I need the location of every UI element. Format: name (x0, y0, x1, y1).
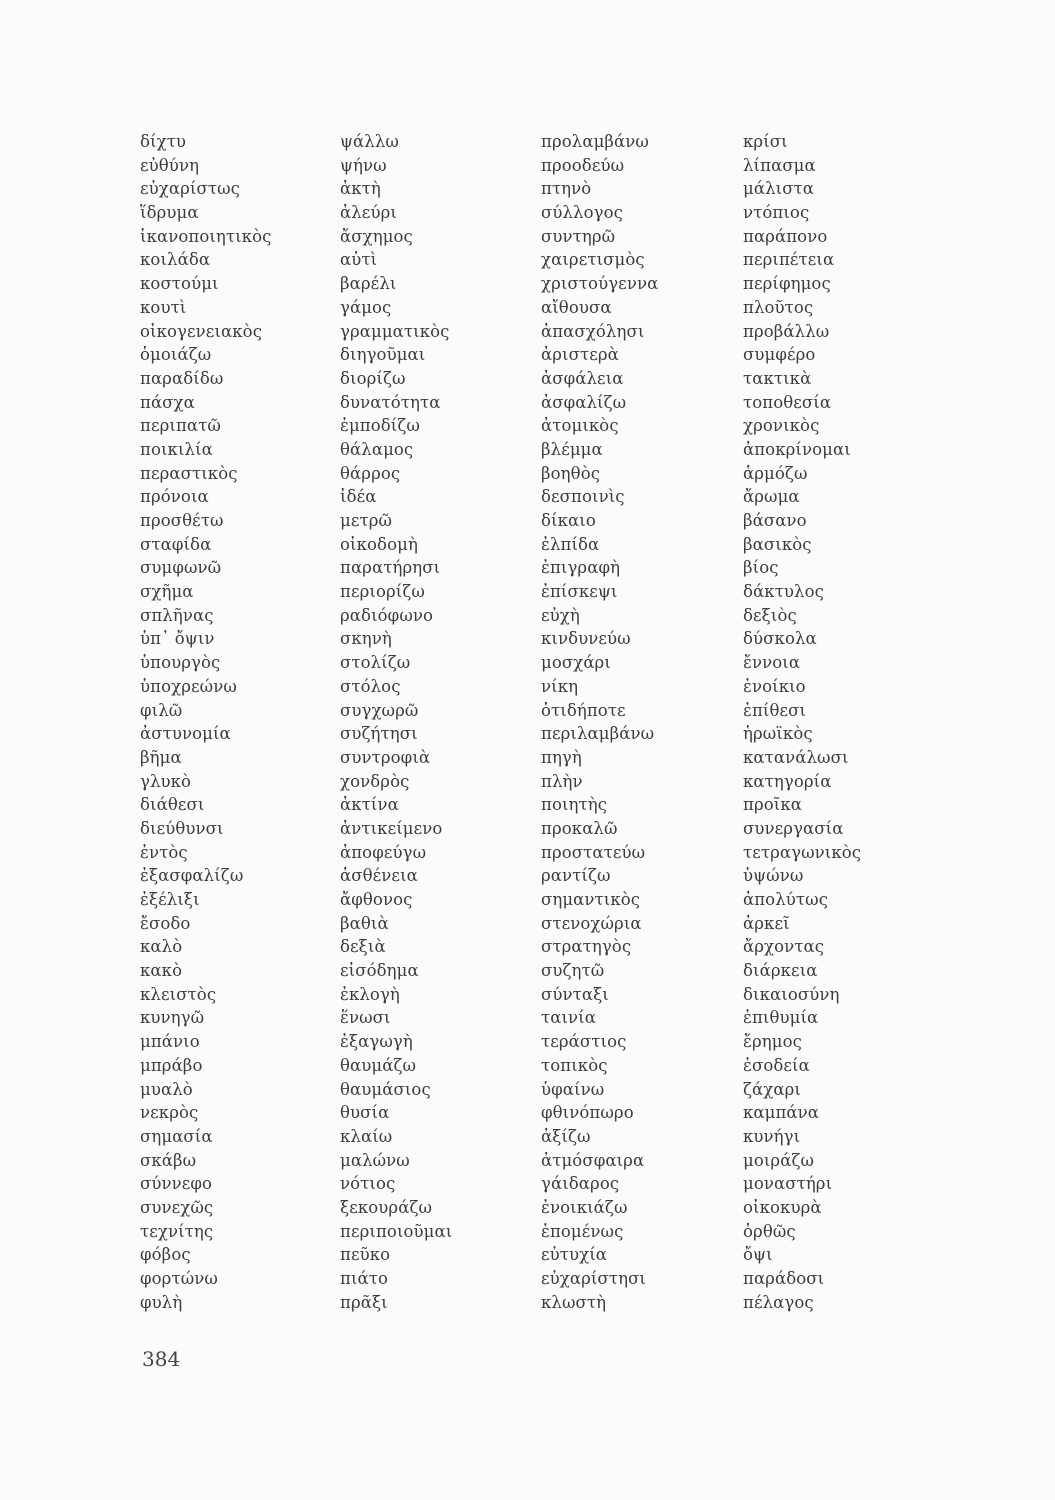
word-entry: ἀλεύρι (340, 203, 397, 223)
word-entry: λίπασμα (743, 155, 816, 175)
word-entry: συνεργασία (743, 818, 844, 838)
word-entry: ἀποκρίνομαι (743, 439, 851, 459)
word-entry: φιλῶ (140, 700, 183, 720)
word-entry: ὁτιδήποτε (541, 700, 626, 720)
word-entry: ἐμποδίζω (340, 416, 420, 436)
word-entry: ὑφαίνω (541, 1079, 605, 1099)
word-entry: δίχτυ (140, 132, 187, 151)
word-entry: ζάχαρι (743, 1079, 801, 1099)
word-entry: ραδιόφωνο (340, 605, 434, 625)
word-entry: προλαμβάνω (541, 132, 649, 151)
word-entry: ψήνω (340, 155, 387, 175)
word-entry: κλωστὴ (541, 1292, 607, 1312)
word-entry: διάρκεια (743, 961, 818, 981)
word-entry: πάσχα (140, 392, 195, 412)
word-entry: ἐπίσκεψι (541, 582, 618, 602)
word-entry: στόλος (340, 676, 401, 696)
word-entry: ἐπιθυμία (743, 1008, 819, 1028)
word-entry: προσθέτω (140, 511, 224, 530)
word-entry: ὄψι (743, 1245, 773, 1265)
word-entry: γάιδαρος (541, 1174, 620, 1194)
word-entry: ἐξασφαλίζω (140, 866, 244, 886)
word-entry: κλειστὸς (140, 984, 217, 1004)
word-entry: εὐχαρίστησι (541, 1269, 646, 1288)
word-entry: καμπάνα (743, 1103, 820, 1123)
word-entry: μάλιστα (743, 179, 815, 199)
word-entry: δικαιοσύνη (743, 984, 840, 1004)
word-entry: ὑπουργὸς (140, 653, 221, 673)
word-entry: τεράστιος (541, 1032, 627, 1052)
word-entry: συγχωρῶ (340, 700, 419, 720)
word-entry: γάμος (340, 297, 392, 317)
word-entry: πρᾶξι (340, 1292, 388, 1312)
word-entry: βίος (743, 558, 779, 578)
word-entry: φυλὴ (140, 1292, 183, 1312)
word-entry: χονδρὸς (340, 771, 410, 791)
word-entry: κοιλάδα (140, 250, 211, 270)
word-entry: τακτικὰ (743, 368, 812, 388)
word-entry: συζητῶ (541, 961, 605, 981)
word-entry: ὀρθῶς (743, 1221, 796, 1241)
word-entry: χριστούγεννα (541, 274, 659, 294)
word-entry: παράδοσι (743, 1269, 825, 1288)
word-entry: προοδεύω (541, 155, 625, 175)
word-entry: ἀρκεῖ (743, 913, 790, 933)
word-entry: ἀξίζω (541, 1126, 591, 1146)
word-entry: βῆμα (140, 747, 182, 767)
word-entry: τεχνίτης (140, 1221, 214, 1241)
word-entry: αἴθουσα (541, 297, 612, 317)
word-entry: οἰκοκυρὰ (743, 1197, 822, 1217)
word-entry: εἰσόδημα (340, 961, 419, 981)
word-entry: τετραγωνικὸς (743, 842, 862, 862)
word-entry: ξεκουράζω (340, 1197, 433, 1217)
word-entry: συνεχῶς (140, 1197, 214, 1217)
word-entry: θαυμάσιος (340, 1079, 431, 1099)
word-entry: παραδίδω (140, 368, 224, 388)
word-entry: κυνηγῶ (140, 1008, 205, 1028)
word-entry: πλὴν (541, 771, 583, 791)
word-entry: ντόπιος (743, 203, 810, 223)
word-entry: ἀπασχόλησι (541, 321, 645, 341)
word-entry: ὑψώνω (743, 866, 804, 886)
word-entry: χρονικὸς (743, 416, 820, 436)
word-entry: πρόνοια (140, 487, 209, 507)
word-entry: κατανάλωσι (743, 747, 849, 767)
word-entry: κινδυνεύω (541, 629, 631, 649)
word-entry: ἐξέλιξι (140, 890, 200, 909)
word-entry: προκαλῶ (541, 818, 618, 838)
word-entry: στενοχώρια (541, 913, 642, 933)
word-entry: ἐνοίκιο (743, 676, 806, 696)
word-entry: ποικιλία (140, 439, 213, 459)
word-entry: δεξιὰ (340, 937, 386, 957)
word-entry: ἀτομικὸς (541, 416, 619, 436)
word-entry: σπλῆνας (140, 605, 214, 625)
word-entry: ἀκτίνα (340, 795, 399, 815)
word-entry: συμφέρο (743, 345, 816, 365)
word-entry: ἰδέα (340, 487, 377, 507)
word-entry: κυνήγι (743, 1126, 801, 1146)
word-entry: ἁρμόζω (743, 463, 808, 483)
word-entry: βαθιὰ (340, 913, 389, 933)
word-entry: γραμματικὸς (340, 321, 450, 341)
word-entry: ἔννοια (743, 653, 801, 673)
word-entry: πιάτο (340, 1269, 389, 1288)
word-entry: διεύθυνσι (140, 818, 224, 838)
word-entry: καλὸ (140, 937, 183, 957)
word-entry: νίκη (541, 676, 579, 696)
word-entry: σημαντικὸς (541, 890, 641, 909)
word-entry: ἐντὸς (140, 842, 188, 862)
word-entry: ἐλπίδα (541, 534, 600, 554)
word-entry: μετρῶ (340, 511, 393, 530)
word-entry: πεῦκο (340, 1245, 391, 1265)
word-entry: θάρρος (340, 463, 401, 483)
word-entry: νότιος (340, 1174, 396, 1194)
word-entry: σκάβω (140, 1150, 197, 1170)
word-entry: μπάνιο (140, 1032, 200, 1052)
word-entry: δύσκολα (743, 629, 817, 649)
word-entry: ἵδρυμα (140, 203, 199, 223)
word-entry: περιποιοῦμαι (340, 1221, 453, 1241)
word-entry: μυαλὸ (140, 1079, 193, 1099)
word-entry: ἀσφάλεια (541, 368, 624, 388)
word-entry: βλέμμα (541, 439, 603, 459)
word-entry: δεσποινὶς (541, 487, 625, 507)
word-entry: εὐτυχία (541, 1245, 608, 1265)
word-entry: μοιράζω (743, 1150, 815, 1170)
word-entry: ὑποχρεώνω (140, 676, 237, 696)
word-entry: θαυμάζω (340, 1055, 417, 1075)
word-entry: κοστούμι (140, 274, 219, 294)
word-entry: διηγοῦμαι (340, 345, 426, 365)
word-entry: αὐτὶ (340, 250, 378, 270)
word-entry: ἐσοδεία (743, 1055, 810, 1075)
word-entry: παρατήρησι (340, 558, 441, 578)
word-entry: κλαίω (340, 1126, 393, 1146)
word-entry: ἡρωϊκὸς (743, 724, 813, 744)
word-column-2 (340, 130, 452, 1314)
word-entry: ἐπιγραφὴ (541, 558, 621, 578)
page-number: 384 (142, 1347, 181, 1371)
word-entry: περιλαμβάνω (541, 724, 655, 744)
word-entry: μπράβο (140, 1055, 203, 1075)
word-entry: συζήτησι (340, 724, 418, 744)
word-entry: σύνταξι (541, 984, 609, 1004)
word-entry: νεκρὸς (140, 1103, 199, 1123)
word-entry: τοποθεσία (743, 392, 832, 412)
word-entry: πτηνὸ (541, 179, 592, 199)
word-entry: εὐχαρίστως (140, 179, 240, 199)
word-column-4 (743, 130, 861, 1314)
word-entry: βαρέλι (340, 274, 397, 294)
word-entry: ἐκλογὴ (340, 984, 400, 1004)
word-entry: περαστικὸς (140, 463, 238, 483)
word-entry: σύννεφο (140, 1174, 213, 1194)
word-entry: ἔσοδο (140, 913, 191, 933)
word-entry: εὐθύνη (140, 155, 200, 175)
word-entry: διορίζω (340, 368, 406, 388)
word-entry: πλοῦτος (743, 297, 814, 317)
word-entry: προβάλλω (743, 321, 830, 341)
word-entry: στολίζω (340, 653, 411, 673)
word-entry: ἄρωμα (743, 487, 800, 507)
word-entry: εὐχὴ (541, 605, 580, 625)
word-entry: μοναστήρι (743, 1174, 833, 1194)
word-entry: ἄφθονος (340, 890, 413, 909)
word-entry: σταφίδα (140, 534, 212, 554)
word-entry: ἀριστερὰ (541, 345, 619, 365)
word-entry: ἑπομένως (541, 1221, 624, 1241)
word-entry: δεξιὸς (743, 605, 797, 625)
word-entry: παράπονο (743, 226, 828, 246)
word-entry: βάσανο (743, 511, 807, 530)
word-entry: προστατεύω (541, 842, 646, 862)
word-entry: προῖκα (743, 795, 803, 815)
word-entry: φθινόπωρο (541, 1103, 634, 1123)
word-entry: ἀπολύτως (743, 890, 829, 909)
word-entry: δάκτυλος (743, 582, 824, 602)
word-entry: δυνατότητα (340, 392, 441, 412)
word-column-1 (140, 130, 272, 1314)
word-entry: ἀτμόσφαιρα (541, 1150, 645, 1170)
word-entry: ποιητὴς (541, 795, 608, 815)
word-entry: φορτώνω (140, 1269, 218, 1288)
word-entry: ψάλλω (340, 132, 399, 151)
word-entry: ἐνοικιάζω (541, 1197, 628, 1217)
word-entry: ἱκανοποιητικὸς (140, 226, 272, 246)
word-entry: κουτὶ (140, 297, 187, 317)
word-entry: κατηγορία (743, 771, 832, 791)
word-entry: ἀσθένεια (340, 866, 418, 886)
word-entry: δίκαιο (541, 511, 596, 530)
word-entry: βασικὸς (743, 534, 812, 554)
word-entry: ἀντικείμενο (340, 818, 443, 838)
word-entry: ἀστυνομία (140, 724, 231, 744)
word-entry: στρατηγὸς (541, 937, 632, 957)
word-entry: περίφημος (743, 274, 831, 294)
word-entry: ἐπίθεσι (743, 700, 807, 720)
word-entry: γλυκὸ (140, 771, 192, 791)
word-entry: ταινία (541, 1008, 596, 1028)
word-entry: χαιρετισμὸς (541, 250, 645, 270)
word-entry: τοπικὸς (541, 1055, 608, 1075)
word-entry: ἔρημος (743, 1032, 802, 1052)
word-entry: ὑπ᾽ ὄψιν (140, 629, 215, 649)
word-entry: ραντίζω (541, 866, 611, 886)
word-entry: συντηρῶ (541, 226, 616, 246)
word-entry: πηγὴ (541, 747, 582, 767)
word-entry: μοσχάρι (541, 653, 611, 673)
word-entry: περιορίζω (340, 582, 425, 602)
word-entry: ἀποφεύγω (340, 842, 427, 862)
word-entry: συμφωνῶ (140, 558, 222, 578)
word-column-3 (541, 130, 658, 1314)
word-entry: σημασία (140, 1126, 213, 1146)
word-entry: οἰκοδομὴ (340, 534, 418, 554)
word-entry: σχῆμα (140, 582, 194, 602)
word-entry: κακὸ (140, 961, 183, 981)
word-entry: ὁμοιάζω (140, 345, 212, 365)
word-entry: ἄσχημος (340, 226, 413, 246)
word-entry: ἀσφαλίζω (541, 392, 627, 412)
word-entry: ἀκτὴ (340, 179, 381, 199)
word-entry: μαλώνω (340, 1150, 410, 1170)
word-entry: σκηνὴ (340, 629, 392, 649)
word-entry: διάθεσι (140, 795, 205, 815)
word-entry: κρίσι (743, 132, 788, 151)
word-entry: ἄρχοντας (743, 937, 825, 957)
word-entry: περιπέτεια (743, 250, 835, 270)
word-entry: βοηθὸς (541, 463, 601, 483)
word-entry: σύλλογος (541, 203, 623, 223)
word-entry: οἰκογενειακὸς (140, 321, 263, 341)
word-entry: θάλαμος (340, 439, 414, 459)
word-entry: πέλαγος (743, 1292, 814, 1312)
word-entry: φόβος (140, 1245, 191, 1265)
word-entry: περιπατῶ (140, 416, 221, 436)
word-entry: συντροφιὰ (340, 747, 431, 767)
word-entry: θυσία (340, 1103, 390, 1123)
word-entry: ἕνωσι (340, 1008, 391, 1028)
word-entry: ἐξαγωγὴ (340, 1032, 413, 1052)
